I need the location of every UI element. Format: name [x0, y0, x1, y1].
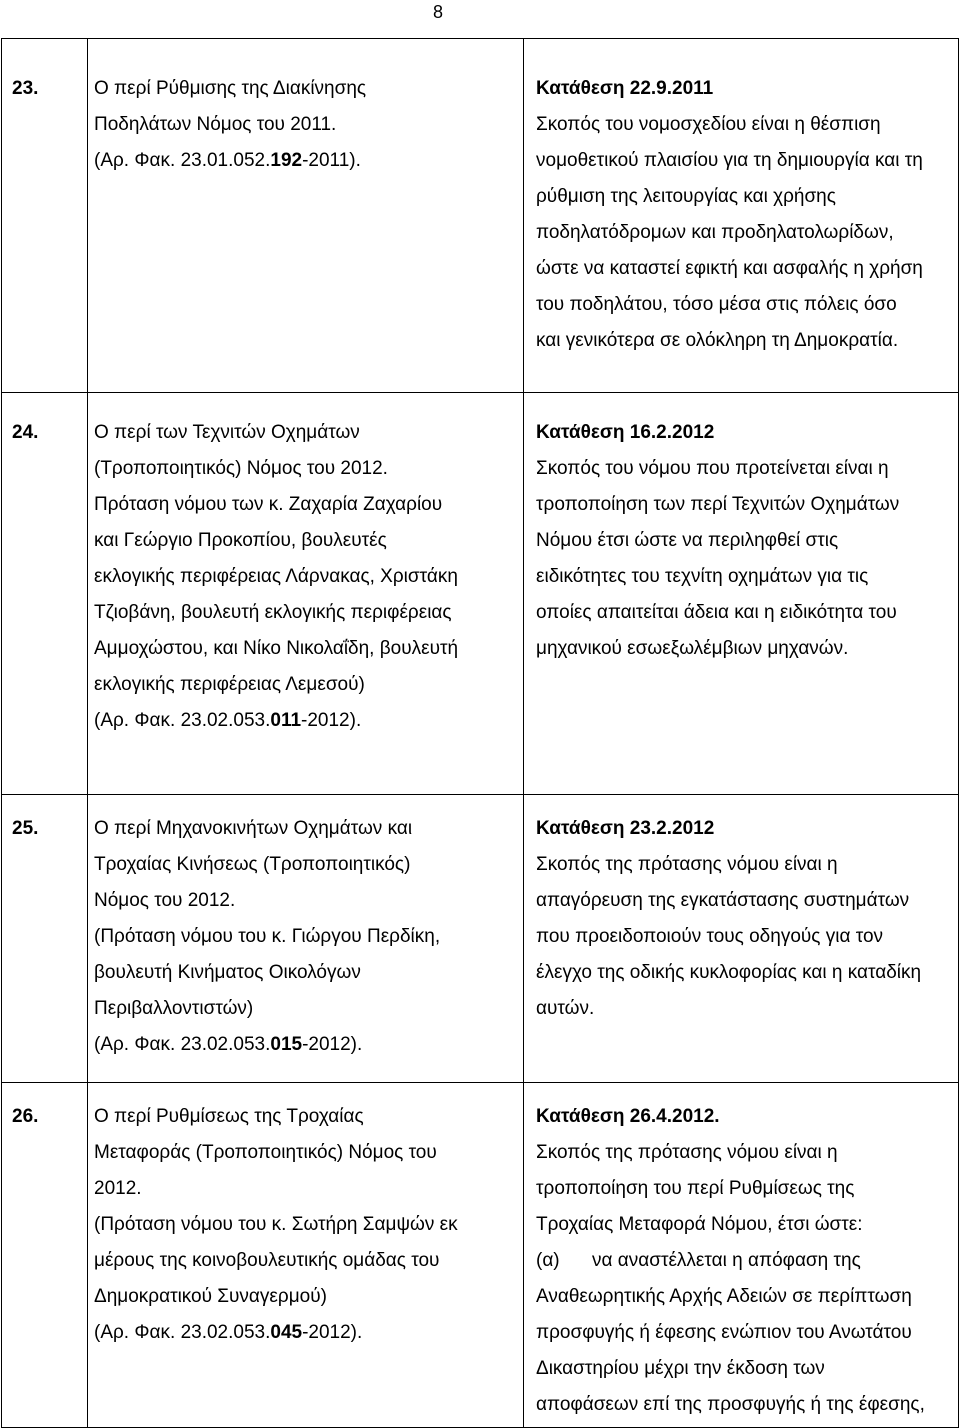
description-line: αυτών. [536, 998, 595, 1019]
list-item-label: (α) [536, 1250, 560, 1271]
bill-title-line: 2012. [94, 1178, 142, 1199]
sponsor-line: Περιβαλλοντιστών) [94, 998, 254, 1019]
description-line: Σκοπός του νόμου που προτείνεται είναι η [536, 458, 889, 479]
table-row [2, 1083, 959, 1428]
list-item [536, 1243, 958, 1279]
bill-title-cell [88, 393, 524, 795]
deposit-date: Κατάθεση 16.2.2012 [536, 422, 715, 443]
table-row [2, 39, 959, 393]
bill-description-cell [524, 39, 959, 393]
description-line: Σκοπός του νομοσχεδίου είναι η θέσπιση [536, 114, 881, 135]
description-line: ώστε να καταστεί εφικτή και ασφαλής η χρήση [536, 258, 923, 279]
bill-title-cell [88, 39, 524, 393]
description-line: αποφάσεων επί της προσφυγής ή της έφεσης, [536, 1394, 925, 1415]
bill-title-cell [88, 795, 524, 1083]
bill-title-line: Μεταφοράς (Τροποποιητικός) Νόμος του [94, 1142, 437, 1163]
description-line: και γενικότερα σε ολόκληρη τη Δημοκρατία. [536, 330, 899, 351]
sponsor-line: (Πρόταση νόμου του κ. Σωτήρη Σαμψών εκ [94, 1214, 458, 1235]
sponsor-line: μέρους της κοινοβουλευτικής ομάδας του [94, 1250, 440, 1271]
file-reference: (Αρ. Φακ. 23.02.053.015-2012). [94, 1034, 363, 1055]
bill-description-cell [524, 1083, 959, 1428]
bill-title-line: Ποδηλάτων Νόμος του 2011. [94, 114, 337, 135]
sponsor-line: και Γεώργιο Προκοπίου, βουλευτές [94, 530, 387, 551]
description-line: προσφυγής ή έφεσης ενώπιον του Ανωτάτου [536, 1322, 912, 1343]
table-row [2, 795, 959, 1083]
description-line: Δικαστηρίου μέχρι την έκδοση των [536, 1358, 825, 1379]
deposit-date: Κατάθεση 23.2.2012 [536, 818, 715, 839]
bill-description-cell [524, 393, 959, 795]
row-number: 24. [2, 393, 88, 795]
bill-title-cell [88, 1083, 524, 1428]
description-line: τροποποίηση των περί Τεχνιτών Οχημάτων [536, 494, 900, 515]
bill-title-line: Τροχαίας Κινήσεως (Τροποποιητικός) [94, 854, 411, 875]
description-line: του ποδηλάτου, τόσο μέσα στις πόλεις όσο [536, 294, 897, 315]
bills-table [1, 38, 959, 1428]
row-number: 26. [2, 1083, 88, 1428]
file-reference: (Αρ. Φακ. 23.02.053.045-2012). [94, 1322, 363, 1343]
bill-title-line: Ο περί Ρυθμίσεως της Τροχαίας [94, 1106, 364, 1127]
description-line: που προειδοποιούν τους οδηγούς για τον [536, 926, 884, 947]
bill-title-line: Νόμος του 2012. [94, 890, 236, 911]
bill-title-line: Ο περί Ρύθμισης της Διακίνησης [94, 78, 367, 99]
sponsor-line: Πρόταση νόμου των κ. Ζαχαρία Ζαχαρίου [94, 494, 443, 515]
description-line: μηχανικού εσωεξωλέμβιων μηχανών. [536, 638, 849, 659]
bill-description-cell [524, 795, 959, 1083]
description-line: απαγόρευση της εγκατάστασης συστημάτων [536, 890, 910, 911]
page-number: 8 [433, 2, 444, 22]
sponsor-line: εκλογικής περιφέρειας Λεμεσού) [94, 674, 365, 695]
description-line: Τροχαίας Μεταφορά Νόμου, έτσι ώστε: [536, 1214, 863, 1235]
row-number: 25. [2, 795, 88, 1083]
deposit-date: Κατάθεση 22.9.2011 [536, 78, 714, 99]
description-line: νομοθετικού πλαισίου για τη δημιουργία και τη [536, 150, 923, 171]
description-line: οποίες απαιτείται άδεια και η ειδικότητα του [536, 602, 897, 623]
description-line: Σκοπός της πρότασης νόμου είναι η [536, 854, 838, 875]
row-number: 23. [2, 39, 88, 393]
file-reference: (Αρ. Φακ. 23.01.052.192-2011). [94, 150, 361, 171]
description-line: ειδικότητες του τεχνίτη οχημάτων για τις [536, 566, 869, 587]
deposit-date: Κατάθεση 26.4.2012. [536, 1106, 720, 1127]
bill-title-line: (Τροποποιητικός) Νόμος του 2012. [94, 458, 388, 479]
description-line: έλεγχο της οδικής κυκλοφορίας και η καταδίκη [536, 962, 922, 983]
description-line: Νόμου έτσι ώστε να περιληφθεί στις [536, 530, 839, 551]
sponsor-line: εκλογικής περιφέρειας Λάρνακας, Χριστάκη [94, 566, 458, 587]
sponsor-line: βουλευτή Κινήματος Οικολόγων [94, 962, 361, 983]
description-line: ρύθμιση της λειτουργίας και χρήσης [536, 186, 836, 207]
description-line: ποδηλατόδρομων και προδηλατολωρίδων, [536, 222, 894, 243]
table-row [2, 393, 959, 795]
file-reference: (Αρ. Φακ. 23.02.053.011-2012). [94, 710, 362, 731]
sponsor-line: (Πρόταση νόμου του κ. Γιώργου Περδίκη, [94, 926, 441, 947]
bill-title-line: Ο περί Μηχανοκινήτων Οχημάτων και [94, 818, 413, 839]
sponsor-line: Δημοκρατικού Συναγερμού) [94, 1286, 327, 1307]
sponsor-line: Τζιοβάνη, βουλευτή εκλογικής περιφέρειας [94, 602, 452, 623]
description-line: Σκοπός της πρότασης νόμου είναι η [536, 1142, 838, 1163]
description-line: τροποποίηση του περί Ρυθμίσεως της [536, 1178, 855, 1199]
bill-title-line: Ο περί των Τεχνιτών Οχημάτων [94, 422, 360, 443]
list-item-text: να αναστέλλεται η απόφαση της [592, 1250, 861, 1271]
description-line: Αναθεωρητικής Αρχής Αδειών σε περίπτωση [536, 1286, 912, 1307]
sponsor-line: Αμμοχώστου, και Νίκο Νικολαΐδη, βουλευτή [94, 638, 459, 659]
